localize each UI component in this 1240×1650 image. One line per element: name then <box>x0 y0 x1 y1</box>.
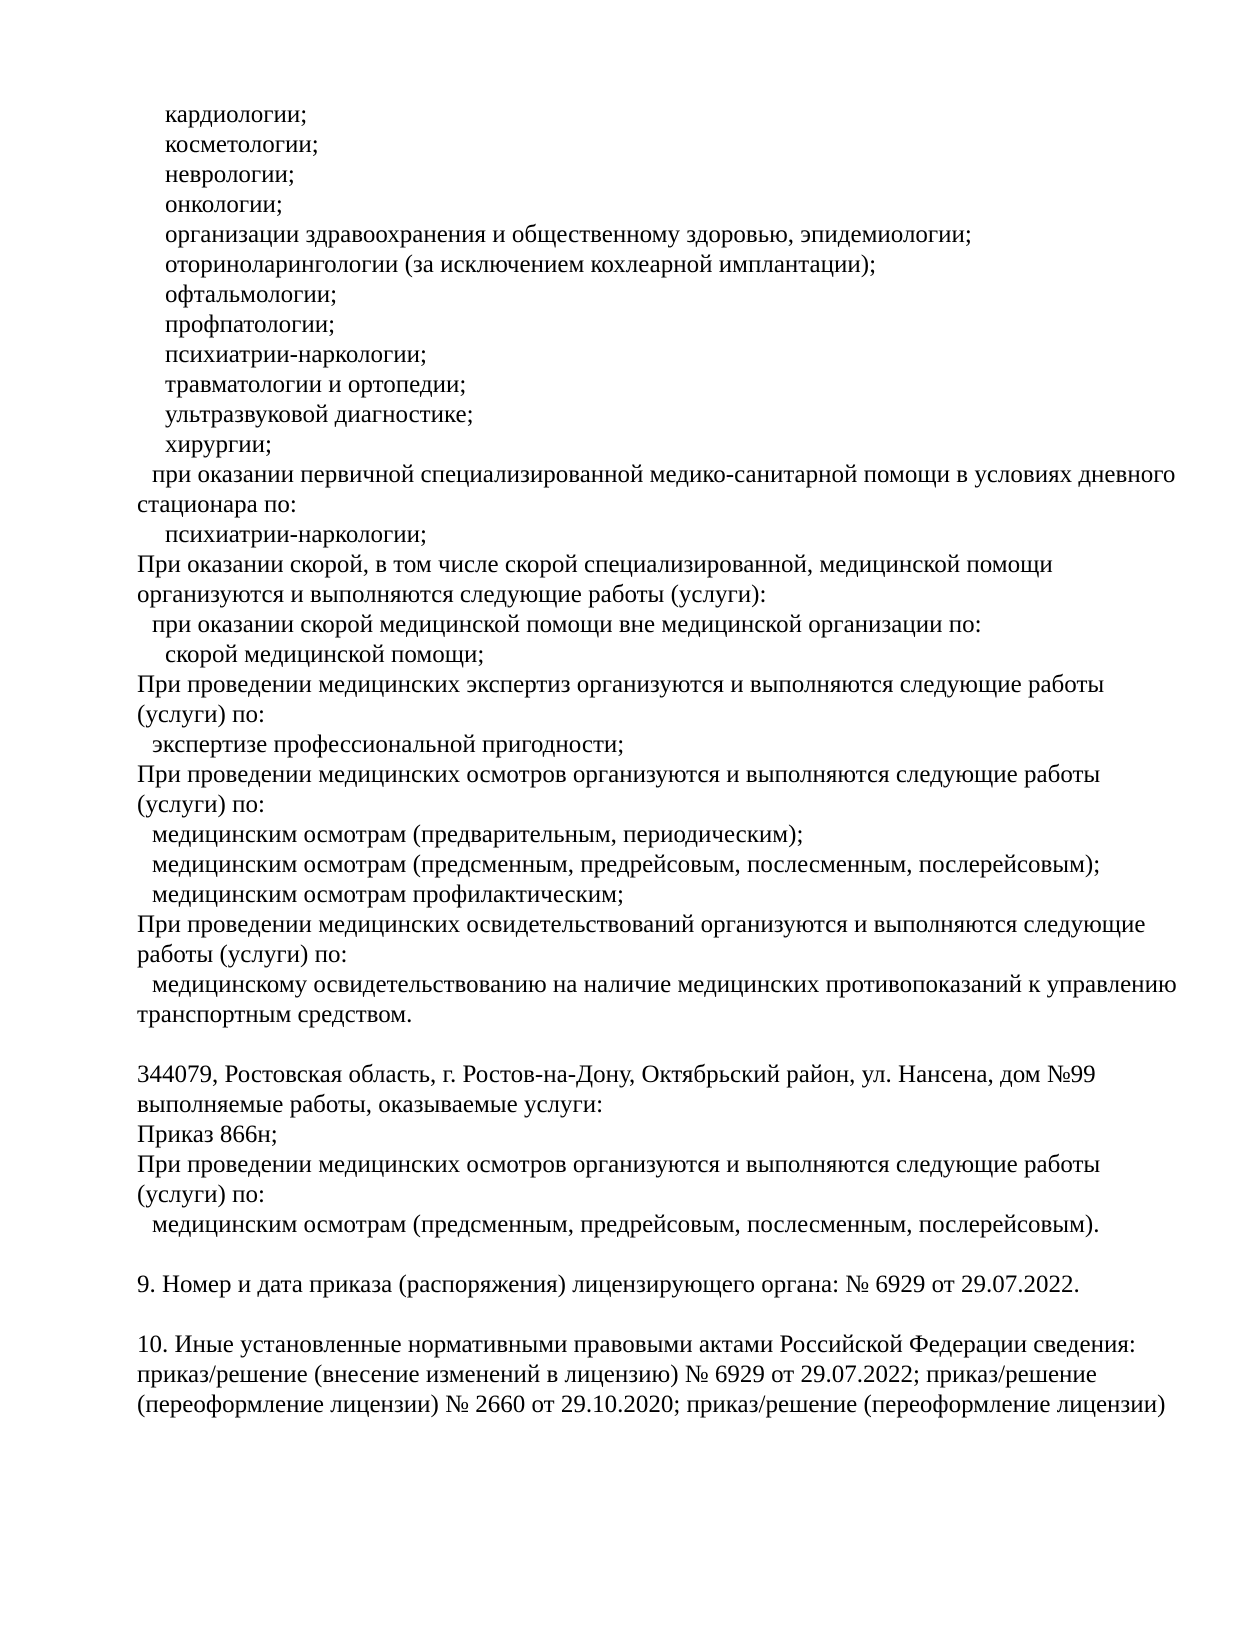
text-line: При проведении медицинских экспертиз организуются и выполняются следующие работы <box>137 671 1105 698</box>
text-line: Приказ 866н; <box>137 1121 278 1148</box>
document-text <box>137 100 1210 1420</box>
text-line: (услуги) по: <box>137 701 265 728</box>
text-line: При оказании скорой, в том числе скорой специализированной, медицинской помощи <box>137 551 1053 578</box>
blank-line <box>137 1240 1210 1270</box>
text-line: При проведении медицинских осмотров организуются и выполняются следующие работы <box>137 1151 1101 1178</box>
text-line: 10. Иные установленные нормативными правовыми актами Российской Федерации сведения: <box>137 1331 1136 1358</box>
text-line: медицинским осмотрам (предварительным, периодическим); <box>152 821 804 848</box>
text-line: организуются и выполняются следующие работы (услуги): <box>137 581 767 608</box>
text-line: медицинским осмотрам профилактическим; <box>152 881 624 908</box>
text-line: косметологии; <box>165 131 319 158</box>
text-line: психиатрии-наркологии; <box>165 521 427 548</box>
text-line: транспортным средством. <box>137 1001 413 1028</box>
text-line: скорой медицинской помощи; <box>165 641 485 668</box>
text-line: оториноларингологии (за исключением кохлеарной имплантации); <box>165 251 877 278</box>
text-line: выполняемые работы, оказываемые услуги: <box>137 1091 604 1118</box>
text-line: при оказании скорой медицинской помощи вне медицинской организации по: <box>152 611 982 638</box>
text-line: профпатологии; <box>165 311 336 338</box>
text-line: ультразвуковой диагностике; <box>165 401 474 428</box>
blank-line <box>137 1300 1210 1330</box>
text-line: стационара по: <box>137 491 297 518</box>
text-line: медицинским осмотрам (предсменным, предрейсовым, послесменным, послерейсовым); <box>152 851 1101 878</box>
text-line: При проведении медицинских освидетельствований организуются и выполняются следующие <box>137 911 1146 938</box>
text-line: организации здравоохранения и общественному здоровью, эпидемиологии; <box>165 221 972 248</box>
text-line: травматологии и ортопедии; <box>165 371 467 398</box>
blank-line <box>137 1030 1210 1060</box>
text-line: медицинским осмотрам (предсменным, предрейсовым, послесменным, послерейсовым). <box>152 1211 1100 1238</box>
text-line: хирургии; <box>165 431 273 458</box>
text-line: офтальмологии; <box>165 281 338 308</box>
text-line: кардиологии; <box>165 101 308 128</box>
text-line: онкологии; <box>165 191 283 218</box>
text-line: экспертизе профессиональной пригодности; <box>152 731 625 758</box>
text-line: при оказании первичной специализированной медико-санитарной помощи в условиях дневного <box>152 461 1176 488</box>
text-line: 9. Номер и дата приказа (распоряжения) лицензирующего органа: № 6929 от 29.07.2022. <box>137 1271 1080 1298</box>
text-line: неврологии; <box>165 161 295 188</box>
text-line: приказ/решение (внесение изменений в лицензию) № 6929 от 29.07.2022; приказ/решение <box>137 1361 1097 1388</box>
text-line: работы (услуги) по: <box>137 941 348 968</box>
text-line: При проведении медицинских осмотров организуются и выполняются следующие работы <box>137 761 1101 788</box>
text-line: (услуги) по: <box>137 1181 265 1208</box>
text-line: 344079, Ростовская область, г. Ростов-на-Дону, Октябрьский район, ул. Нансена, дом №99 <box>137 1061 1096 1088</box>
text-line: психиатрии-наркологии; <box>165 341 427 368</box>
text-line: медицинскому освидетельствованию на наличие медицинских противопоказаний к управлению <box>152 971 1177 998</box>
text-line: (переоформление лицензии) № 2660 от 29.10.2020; приказ/решение (переоформление лицензии) <box>137 1391 1166 1418</box>
text-line: (услуги) по: <box>137 791 265 818</box>
